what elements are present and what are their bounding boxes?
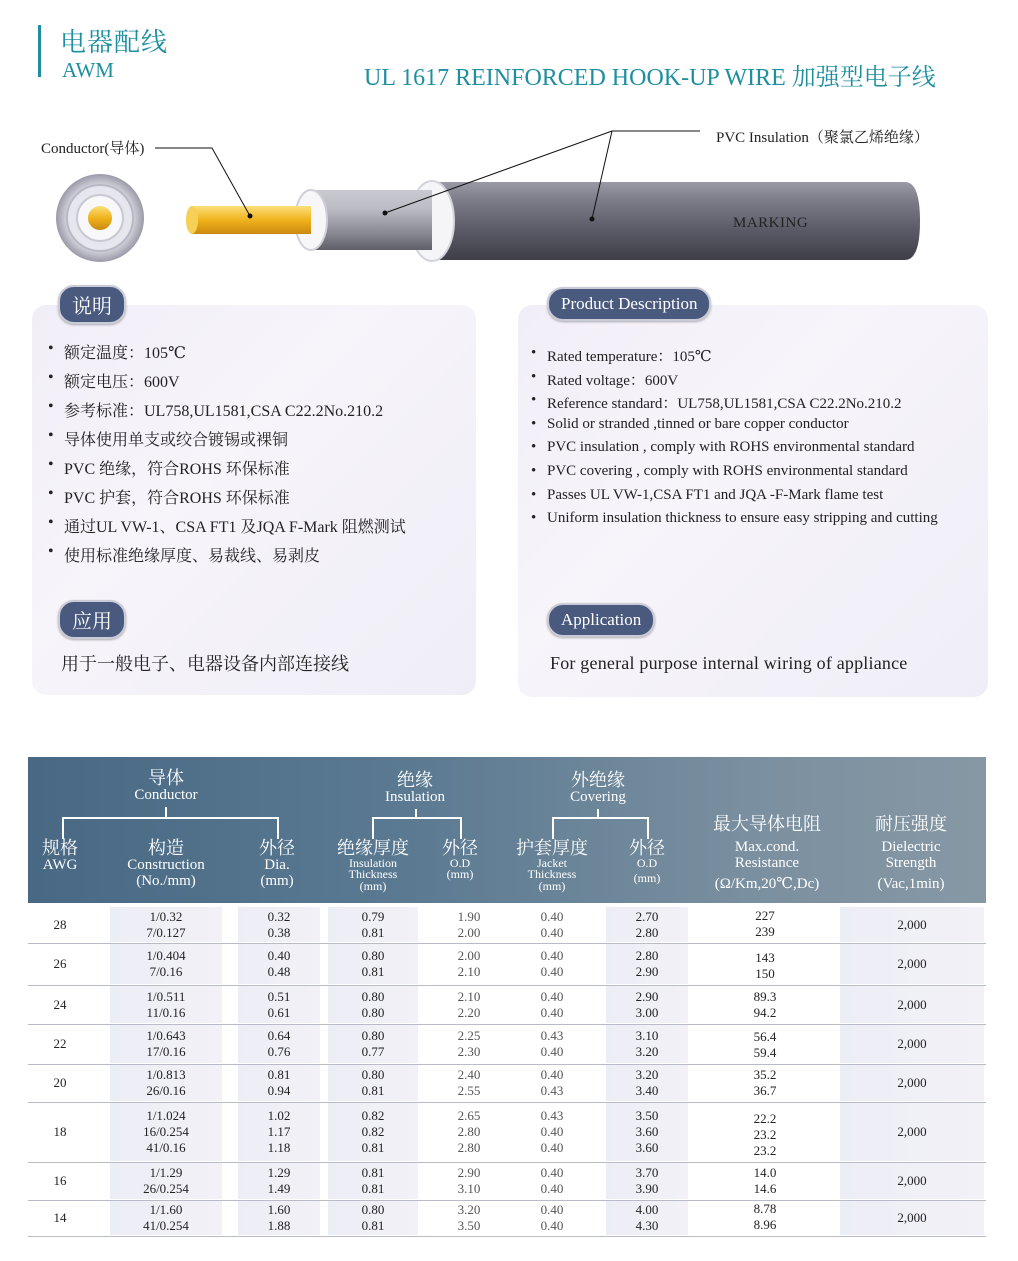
table-row [28,943,986,985]
cell-resistance: 56.4 59.4 [753,1029,777,1060]
cell-dia: 0.81 0.94 [238,1065,320,1101]
wire-side-view [186,181,920,261]
cell-awg: 26 [53,956,67,971]
cell-dia: 0.64 0.76 [238,1025,320,1063]
cell-dielectric: 2,000 [840,1103,984,1161]
cell-ins-thick: 0.80 0.81 [328,944,418,984]
cell-resistance: 35.2 36.7 [753,1067,777,1098]
cell-ins-thick: 0.80 0.77 [328,1025,418,1063]
table-row [28,1024,986,1064]
marking-label: MARKING [733,215,809,231]
col-insulation-od: 外径 O.D (mm) [442,838,478,882]
cell-jacket-od: 3.50 3.60 3.60 [606,1103,688,1161]
list-item: • Rated voltage：600V [531,369,938,393]
col-resistance: 最大导体电阻 Max.cond. Resistance (Ω/Km,20℃,Dc) [713,814,821,893]
cell-resistance: 89.3 94.2 [753,989,777,1020]
table-row [28,985,986,1024]
header-accent-bar [38,25,41,77]
cell-construction: 1/1.024 16/0.254 41/0.16 [110,1103,222,1161]
cell-ins-od: 2.25 2.30 [457,1028,481,1059]
cell-jacket: 0.40 0.43 [540,1067,564,1098]
page-title: UL 1617 REINFORCED HOOK-UP WIRE 加强型电子线 [364,65,936,91]
pvc-insulation-label: PVC Insulation（聚氯乙烯绝缘） [716,130,929,146]
cell-dia: 0.32 0.38 [238,907,320,942]
cell-jacket: 0.40 0.40 [540,948,564,979]
cell-jacket: 0.43 0.40 [540,1028,564,1059]
cell-ins-thick: 0.80 0.81 [328,1065,418,1101]
cross-section-icon [56,174,144,262]
cell-ins-thick: 0.82 0.82 0.81 [328,1103,418,1161]
cell-ins-od: 2.40 2.55 [457,1067,481,1098]
cell-ins-thick: 0.80 0.80 [328,986,418,1023]
cell-jacket-od: 2.80 2.90 [606,944,688,984]
cell-jacket-od: 3.20 3.40 [606,1065,688,1101]
cell-jacket-od: 4.00 4.30 [606,1201,688,1235]
cell-awg: 14 [53,1210,67,1225]
cell-ins-od: 2.00 2.10 [457,948,481,979]
cell-ins-thick: 0.81 0.81 [328,1163,418,1199]
cell-jacket: 0.40 0.40 [540,908,564,940]
spec-table-header [28,757,986,903]
list-item: • 通过UL VW-1、CSA FT1 及JQA F-Mark 阻燃测试 [48,514,406,543]
cell-jacket-od: 3.70 3.90 [606,1163,688,1199]
cell-dielectric: 2,000 [840,1065,984,1101]
application-text-cn: 用于一般电子、电器设备内部连接线 [61,654,349,674]
group-insulation: 绝缘 Insulation [385,770,445,805]
cell-awg: 18 [53,1124,67,1139]
col-construction: 构造 Construction (No./mm) [127,838,205,889]
cell-dia: 1.02 1.17 1.18 [238,1103,320,1161]
col-dia: 外径 Dia. (mm) [259,838,295,889]
list-item: • 使用标准绝缘厚度、易裁线、易剥皮 [48,543,406,572]
cell-dielectric: 2,000 [840,986,984,1023]
cell-dia: 1.60 1.88 [238,1201,320,1235]
cell-resistance: 8.78 8.96 [753,1201,777,1232]
list-item: • PVC 护套，符合ROHS 环保标准 [48,485,406,514]
table-row [28,906,986,943]
list-item: • 导体使用单支或绞合镀锡或裸铜 [48,427,406,456]
list-item: • Reference standard：UL758,UL1581,CSA C22.2No.210.2 [531,392,938,416]
cell-ins-thick: 0.79 0.81 [328,907,418,942]
row-divider [28,1236,986,1237]
category-title-en: AWM [62,58,114,82]
cell-dia: 0.40 0.48 [238,944,320,984]
cell-dielectric: 2,000 [840,1163,984,1199]
cell-awg: 22 [53,1036,67,1051]
cell-construction: 1/0.511 11/0.16 [110,986,222,1023]
description-list-en [531,345,938,534]
cell-awg: 20 [53,1075,67,1090]
cell-dielectric: 2,000 [840,1025,984,1063]
cell-construction: 1/1.60 41/0.254 [110,1201,222,1235]
table-row [28,1064,986,1102]
description-heading-en: Product Description [547,287,711,321]
application-heading-en: Application [547,603,655,637]
cell-resistance: 143 150 [755,950,775,981]
cell-awg: 16 [53,1173,67,1188]
list-item: • 参考标准：UL758,UL1581,CSA C22.2No.210.2 [48,398,406,427]
table-row [28,1102,986,1162]
cell-dielectric: 2,000 [840,907,984,942]
col-awg: 规格 AWG [42,838,78,873]
cell-jacket-od: 3.10 3.20 [606,1025,688,1063]
cell-construction: 1/0.643 17/0.16 [110,1025,222,1063]
description-heading-cn: 说明 [58,285,126,324]
cell-ins-thick: 0.80 0.81 [328,1201,418,1235]
cell-dielectric: 2,000 [840,944,984,984]
cell-construction: 1/0.813 26/0.16 [110,1065,222,1101]
list-item: • 额定电压：600V [48,369,406,398]
cell-dielectric: 2,000 [840,1201,984,1235]
table-row [28,1162,986,1200]
cell-resistance: 22.2 23.2 23.2 [753,1111,777,1158]
cell-ins-od: 2.65 2.80 2.80 [457,1108,481,1155]
group-covering: 外绝缘 Covering [570,770,626,805]
table-row [28,1200,986,1236]
col-jacket-thickness: 护套厚度 Jacket Thickness (mm) [516,838,588,893]
cell-resistance: 14.0 14.6 [753,1165,777,1196]
cell-construction: 1/0.32 7/0.127 [110,907,222,942]
cell-jacket: 0.40 0.40 [540,1165,564,1196]
cell-awg: 28 [53,916,67,932]
cell-ins-od: 2.10 2.20 [457,988,481,1020]
cell-dia: 0.51 0.61 [238,986,320,1023]
conductor-label: Conductor(导体) [41,141,145,157]
list-item: • 额定温度：105℃ [48,340,406,369]
application-heading-cn: 应用 [58,600,126,639]
application-text-en: For general purpose internal wiring of appliance [550,653,908,673]
list-item: • Uniform insulation thickness to ensure easy stripping and cutting [531,510,938,534]
list-item: • Passes UL VW-1,CSA FT1 and JQA -F-Mark flame test [531,487,938,511]
cell-construction: 1/0.404 7/0.16 [110,944,222,984]
group-conductor: 导体 Conductor [134,768,198,803]
list-item: • PVC covering , comply with ROHS environmental standard [531,463,938,487]
description-list-cn [48,340,406,572]
col-jacket-od: 外径 O.D (mm) [629,838,665,886]
cell-jacket: 0.40 0.40 [540,1202,564,1233]
cell-jacket: 0.43 0.40 0.40 [540,1108,564,1155]
list-item: • PVC 绝缘，符合ROHS 环保标准 [48,456,406,485]
col-insulation-thickness: 绝缘厚度 Insulation Thickness (mm) [337,838,409,893]
cell-ins-od: 2.90 3.10 [457,1165,481,1196]
category-title-cn: 电器配线 [60,28,169,57]
list-item: • Rated temperature：105℃ [531,345,938,369]
cell-jacket-od: 2.70 2.80 [606,907,688,942]
cell-construction: 1/1.29 26/0.254 [110,1163,222,1199]
cell-jacket-od: 2.90 3.00 [606,986,688,1023]
cell-dia: 1.29 1.49 [238,1163,320,1199]
cell-resistance: 227 239 [755,908,775,939]
col-dielectric: 耐压强度 Dielectric Strength (Vac,1min) [875,814,947,893]
list-item: • PVC insulation , comply with ROHS environmental standard [531,439,938,463]
cell-ins-od: 1.90 2.00 [457,908,481,940]
cell-jacket: 0.40 0.40 [540,988,564,1020]
cell-ins-od: 3.20 3.50 [457,1202,481,1233]
list-item: • Solid or stranded ,tinned or bare copper conductor [531,416,938,440]
cell-awg: 24 [53,996,67,1012]
